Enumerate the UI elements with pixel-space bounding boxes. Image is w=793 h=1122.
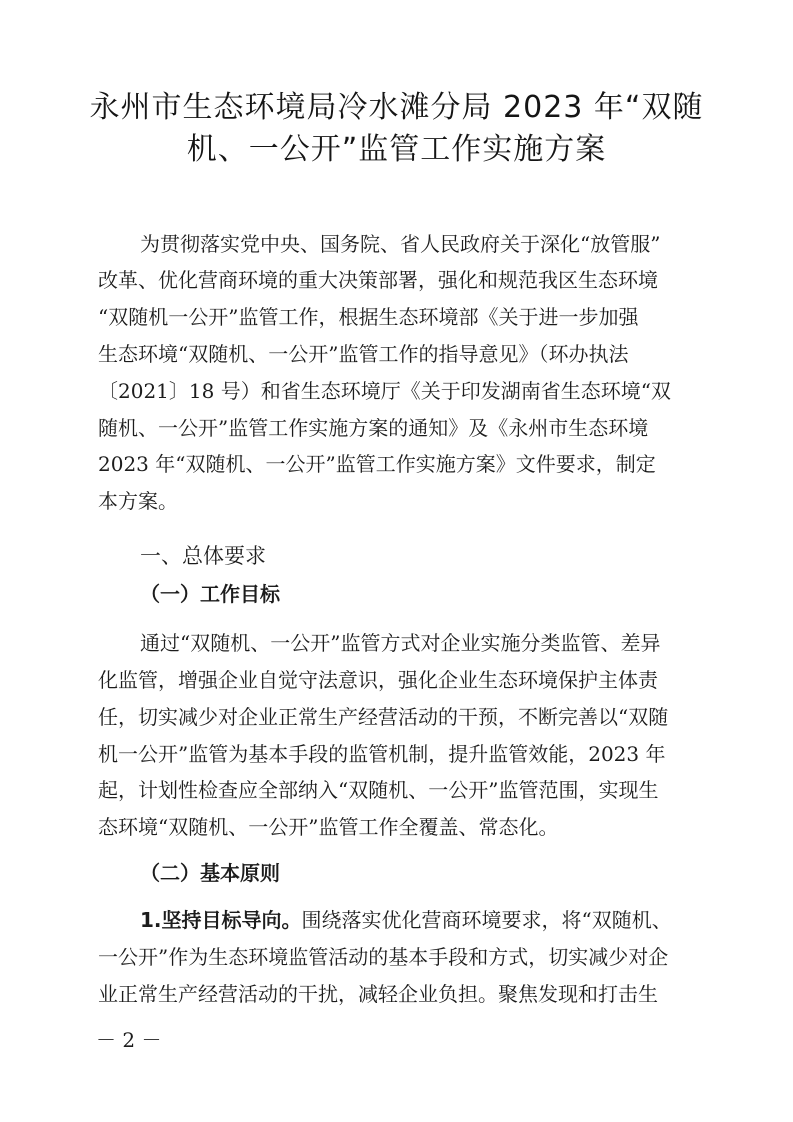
subsection-heading: （一）工作目标 [140, 582, 280, 606]
principle-text: 围绕落实优化营商环境要求，将“双随机、 [301, 908, 672, 932]
document-title-line-2: 机、一公开”监管工作实施方案 [186, 132, 607, 167]
intro-line: “双随机一公开”监管工作，根据生态环境部《关于进一步加强 [98, 305, 639, 329]
intro-line: 生态环境“双随机、一公开”监管工作的指导意见》（环办执法 [98, 342, 629, 366]
document-title-line-1: 永州市生态环境局冷水滩分局 2023 年“双随 [89, 90, 704, 125]
intro-line: 为贯彻落实党中央、国务院、省人民政府关于深化“放管服” [140, 232, 661, 256]
goal-line: 任，切实减少对企业正常生产经营活动的干预，不断完善以“双随 [98, 705, 669, 729]
goal-line: 通过“双随机、一公开”监管方式对企业实施分类监管、差异 [140, 631, 661, 655]
goal-line: 化监管，增强企业自觉守法意识，强化企业生态环境保护主体责 [98, 668, 658, 692]
goal-line: 态环境“双随机、一公开”监管工作全覆盖、常态化。 [98, 815, 559, 839]
subsection-heading: （二）基本原则 [140, 861, 280, 885]
intro-line: 改革、优化营商环境的重大决策部署，强化和规范我区生态环境 [98, 268, 658, 292]
intro-line: 2023 年“双随机、一公开”监管工作实施方案》文件要求，制定 [98, 452, 656, 476]
intro-line: 随机、一公开”监管工作实施方案的通知》及《永州市生态环境 [98, 416, 649, 440]
intro-line: 本方案。 [98, 489, 178, 513]
principle-line [140, 904, 740, 936]
page-number: － 2 － [96, 1028, 162, 1052]
principle-line: 一公开”作为生态环境监管活动的基本手段和方式，切实减少对企 [98, 945, 669, 969]
section-heading: 一、总体要求 [140, 544, 266, 568]
goal-line: 起，计划性检查应全部纳入“双随机、一公开”监管范围，实现生 [98, 778, 659, 802]
principle-lead: 1.坚持目标导向。 [140, 908, 302, 932]
goal-line: 机一公开”监管为基本手段的监管机制，提升监管效能，2023 年 [98, 742, 666, 766]
intro-line: 〔2021〕18 号）和省生态环境厅《关于印发湖南省生态环境“双 [98, 379, 671, 403]
principle-line: 业正常生产经营活动的干扰，减轻企业负担。聚焦发现和打击生 [98, 982, 658, 1006]
